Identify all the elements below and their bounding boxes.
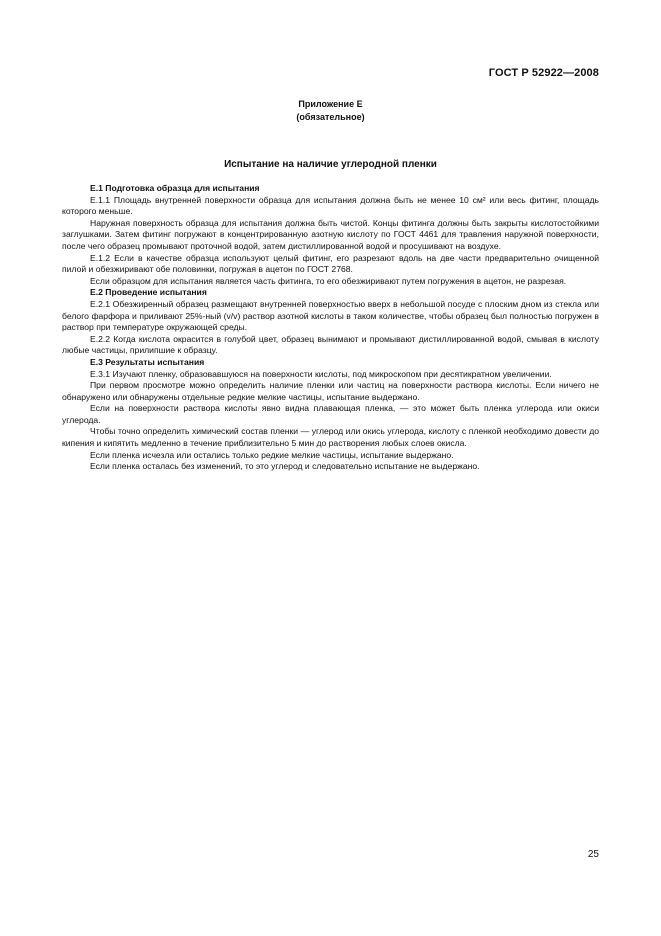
paragraph-outer-surface: Наружная поверхность образца для испытания должна быть чистой. Концы фитинга должны быть закрыты кислотостойкими заглушками. Затем фитинг погружают в концентрированную азотную кислоту по ГОСТ 4461 для травления наружной поверхности, после чего образец промывают проточной водой, затем дистиллированной водой и просушивают на воздухе. xyxy=(62,217,599,251)
standard-code: ГОСТ Р 52922—2008 xyxy=(488,67,599,79)
paragraph-first-view: При первом просмотре можно определить наличие пленки или частиц на поверхности раствора кислоты. Если ничего не обнаружено или обнаружены отдельные редкие мелкие частицы, испытание выдержано. xyxy=(62,380,599,402)
body-text xyxy=(62,183,599,473)
paragraph-e1-2: Е.1.2 Если в качестве образца используют целый фитинг, его разрезают вдоль на две части предварительно очищенной пилой и обезжиривают обе половинки, погружая в ацетон по ГОСТ 2768. xyxy=(62,252,599,275)
paragraph-part-fitting: Если образцом для испытания является часть фитинга, то его обезжиривают путем погружения в ацетон, не разрезая. xyxy=(90,275,567,286)
subsection-heading-e2: Е.2 Проведение испытания xyxy=(90,287,207,298)
paragraph-film-disappeared: Если пленка исчезла или остались только редкие мелкие частицы, испытание выдержано. xyxy=(90,449,454,460)
paragraph-chemical-composition: Чтобы точно определить химический состав пленки — углерод или окись углерода, кислоту с пленкой необходимо довести до кипения и кипятить медленно в течение приблизительно 5 мин до растворения любых слоев окисла. xyxy=(62,426,599,449)
appendix-heading xyxy=(0,98,661,124)
appendix-title: Приложение Е xyxy=(298,99,363,109)
appendix-status: (обязательное) xyxy=(296,112,365,122)
paragraph-film-unchanged: Если пленка осталась без изменений, то это углерод и следовательно испытание не выдержано. xyxy=(90,461,480,472)
paragraph-e1-1: Е.1.1 Площадь внутренней поверхности образца для испытания должна быть не менее 10 см² или весь фитинг, площадь которого меньше. xyxy=(62,194,599,217)
paragraph-e2-1: Е.2.1 Обезжиренный образец размещают внутренней поверхностью вверх в небольшой посуде с плоским дном из стекла или белого фарфора и приливают 25%-ный (v/v) раствор азотной кислоты в таком количестве, чтобы образец был полностью погружен в раствор при температуре окружающей среды. xyxy=(62,298,599,333)
page-number: 25 xyxy=(587,849,599,860)
subsection-heading-e1: Е.1 Подготовка образца для испытания xyxy=(90,183,260,193)
subsection-heading-e3: Е.3 Результаты испытания xyxy=(90,356,205,367)
section-title: Испытание на наличие углеродной пленки xyxy=(224,159,437,170)
paragraph-floating-film: Если на поверхности раствора кислоты явно видна плавающая пленка, — это может быть пленка углерода или окиси углерода. xyxy=(62,403,599,425)
paragraph-e2-2: Е.2.2 Когда кислота окрасится в голубой цвет, образец вынимают и промывают дистиллированной водой, смывая в кислоту любые частицы, прилипшие к образцу. xyxy=(62,333,599,356)
paragraph-e3-1: Е.3.1 Изучают пленку, образовавшуюся на поверхности кислоты, под микроскопом при десятикратном увеличении. xyxy=(90,368,552,379)
